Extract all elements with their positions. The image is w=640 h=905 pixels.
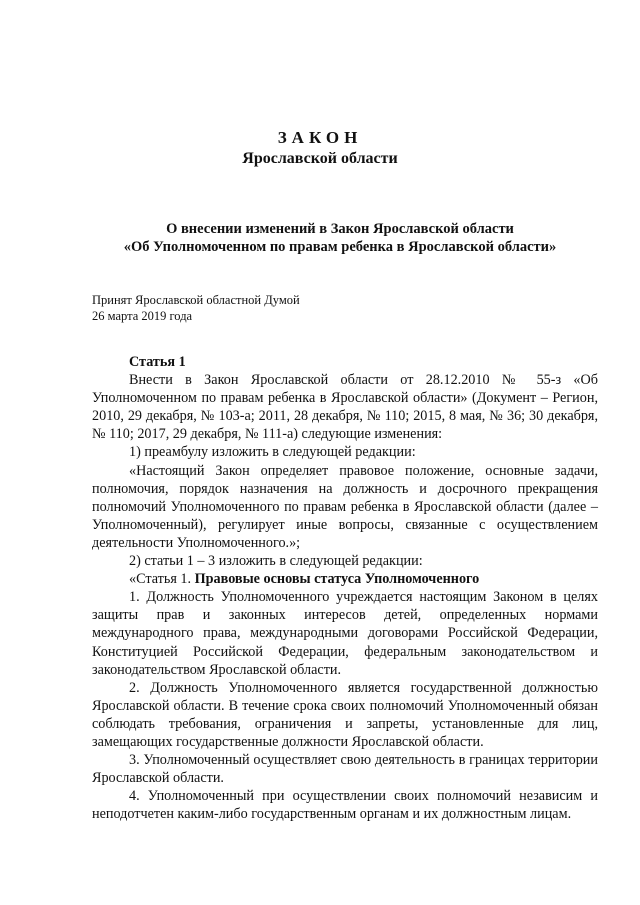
- paragraph-articles-item: 2) статьи 1 – 3 изложить в следующей редакции:: [129, 553, 423, 570]
- article-1-title: Статья 1: [129, 354, 186, 370]
- paragraph-preamble-text: «Настоящий Закон определяет правовое положение, основные задачи, полномочия, порядок назначения на должность и досрочного прекращения полномочий Уполномоченного по правам ребенка в Ярославской области (далее – Уполномоченный), регулирует иные вопросы, связанные с осуществлением деятельности Уполномоченного.»;: [92, 462, 598, 551]
- article-1-label: «Статья 1.: [129, 571, 195, 588]
- paragraph-clause-2: 2. Должность Уполномоченного является государственной должностью Ярославской области. В течение срока своих полномочий Уполномоченный обязан соблюдать требования, ограничения и запреты, установленные для лиц, замещающих государственные должности Ярославской области.: [92, 679, 598, 750]
- adoption-date: 26 марта 2019 года: [92, 309, 193, 323]
- article-1: [92, 353, 598, 823]
- adoption-body: Принят Ярославской областной Думой: [92, 293, 300, 307]
- law-region: Ярославской области: [242, 150, 398, 167]
- paragraph-preamble-item: 1) преамбулу изложить в следующей редакции:: [129, 444, 416, 461]
- paragraph-amendment-intro: Внести в Закон Ярославской области от 28.12.2010 № 55-з «Об Уполномоченном по правам ребенка в Ярославской области» (Документ – Регион, 2010, 29 декабря, № 103-а; 2011, 28 декабря, № 110; 2015, 8 мая, № 36; 30 декабря, № 110; 2017, 29 декабря, № 111-а) следующие изменения:: [92, 372, 598, 443]
- law-title: ЗАКОН: [277, 128, 363, 147]
- article-1-subject: Правовые основы статуса Уполномоченного: [194, 571, 480, 588]
- paragraph-clause-3: 3. Уполномоченный осуществляет свою деятельность в границах территории Ярославской области.: [92, 752, 598, 787]
- paragraph-clause-4: 4. Уполномоченный при осуществлении своих полномочий независим и неподотчетен каким-либо государственным органам и их должностным лицам.: [92, 788, 598, 823]
- paragraph-article-1-heading: [92, 570, 598, 588]
- law-heading-line2: «Об Уполномоченном по правам ребенка в Ярославской области»: [123, 239, 557, 255]
- law-heading-line1: О внесении изменений в Закон Ярославской области: [166, 221, 514, 237]
- paragraph-clause-1: 1. Должность Уполномоченного учреждается настоящим Законом в целях защиты прав и законных интересов детей, определенных нормами международного права, международными договорами Российской Федерации, Конституцией Российской Федерации, федеральным законодательством и законодательством Ярославской области.: [92, 589, 598, 678]
